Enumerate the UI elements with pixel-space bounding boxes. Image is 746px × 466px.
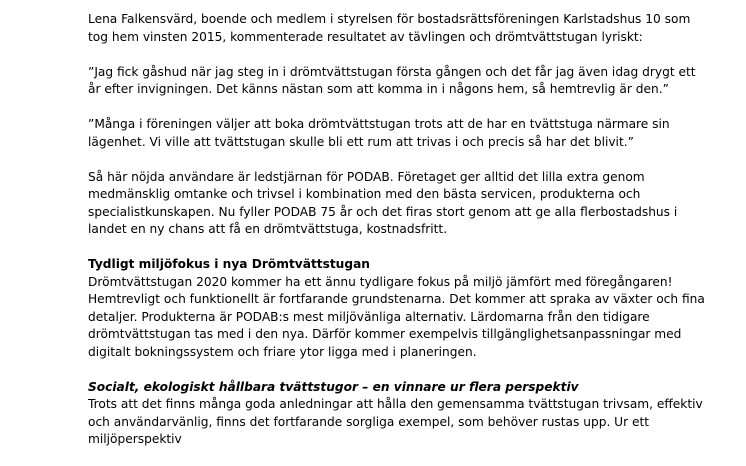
document-body (88, 11, 708, 466)
section-body-sustainability: Trots att det finns många goda anledningar att hålla den gemensamma tvättstugan trivsam, effektiv och användarvänlig, finns det fortfarande sorgliga exempel, som behöver rustas upp. Ur ett miljöperspektiv (88, 397, 703, 446)
paragraph-podab-anniversary: Så här nöjda användare är ledstjärnan för PODAB. Företaget ger alltid det lilla extra genom medmänsklig omtanke och trivsel i kombination med den bästa servicen, produkterna och specialistkunskapen. Nu fyller PODAB 75 år och det firas stort genom att ge alla flerbostadshus i landet en ny chans att få en drömtvättstuga, kostnadsfritt. (88, 169, 678, 236)
section-heading-sustainability: Socialt, ekologiskt hållbara tvättstugor – en vinnare ur flera perspektiv (88, 379, 579, 394)
paragraph-intro-quote-lead: Lena Falkensvärd, boende och medlem i styrelsen för bostadsrättsföreningen Karlstadshus 10 som tog hem vinsten 2015, kommenterade resultatet av tävlingen och drömtvättstugan lyriskt: (88, 12, 691, 44)
paragraph-quote-2: ”Många i föreningen väljer att boka drömtvättstugan trots att de har en tvättstuga närmare sin lägenhet. Vi ville att tvättstugan skulle bli ett rum att trivas i och precis så har det blivit.” (88, 117, 670, 149)
paragraph-quote-1: ”Jag fick gåshud när jag steg in i drömtvättstugan första gången och det får jag även idag drygt ett år efter invigningen. Det känns nästan som att komma in i någons hem, så hemtrevlig är den.” (88, 64, 696, 96)
section-heading-environment: Tydligt miljöfokus i nya Drömtvättstugan (88, 257, 370, 271)
section-body-environment: Drömtvättstugan 2020 kommer ha ett ännu tydligare fokus på miljö jämfört med föregångaren! Hemtrevligt och funktionellt är fortfarande grundstenarna. Det kommer att spraka av växter och fina detaljer. Produkterna är PODAB:s mest miljövänliga alternativ. Lärdomarna från den tidigare drömtvättstugan tas med i den nya. Därför kommer exempelvis tillgänglighetsanpassningar med digitalt bokningssystem och friare ytor ligga med i planeringen. (88, 274, 705, 359)
